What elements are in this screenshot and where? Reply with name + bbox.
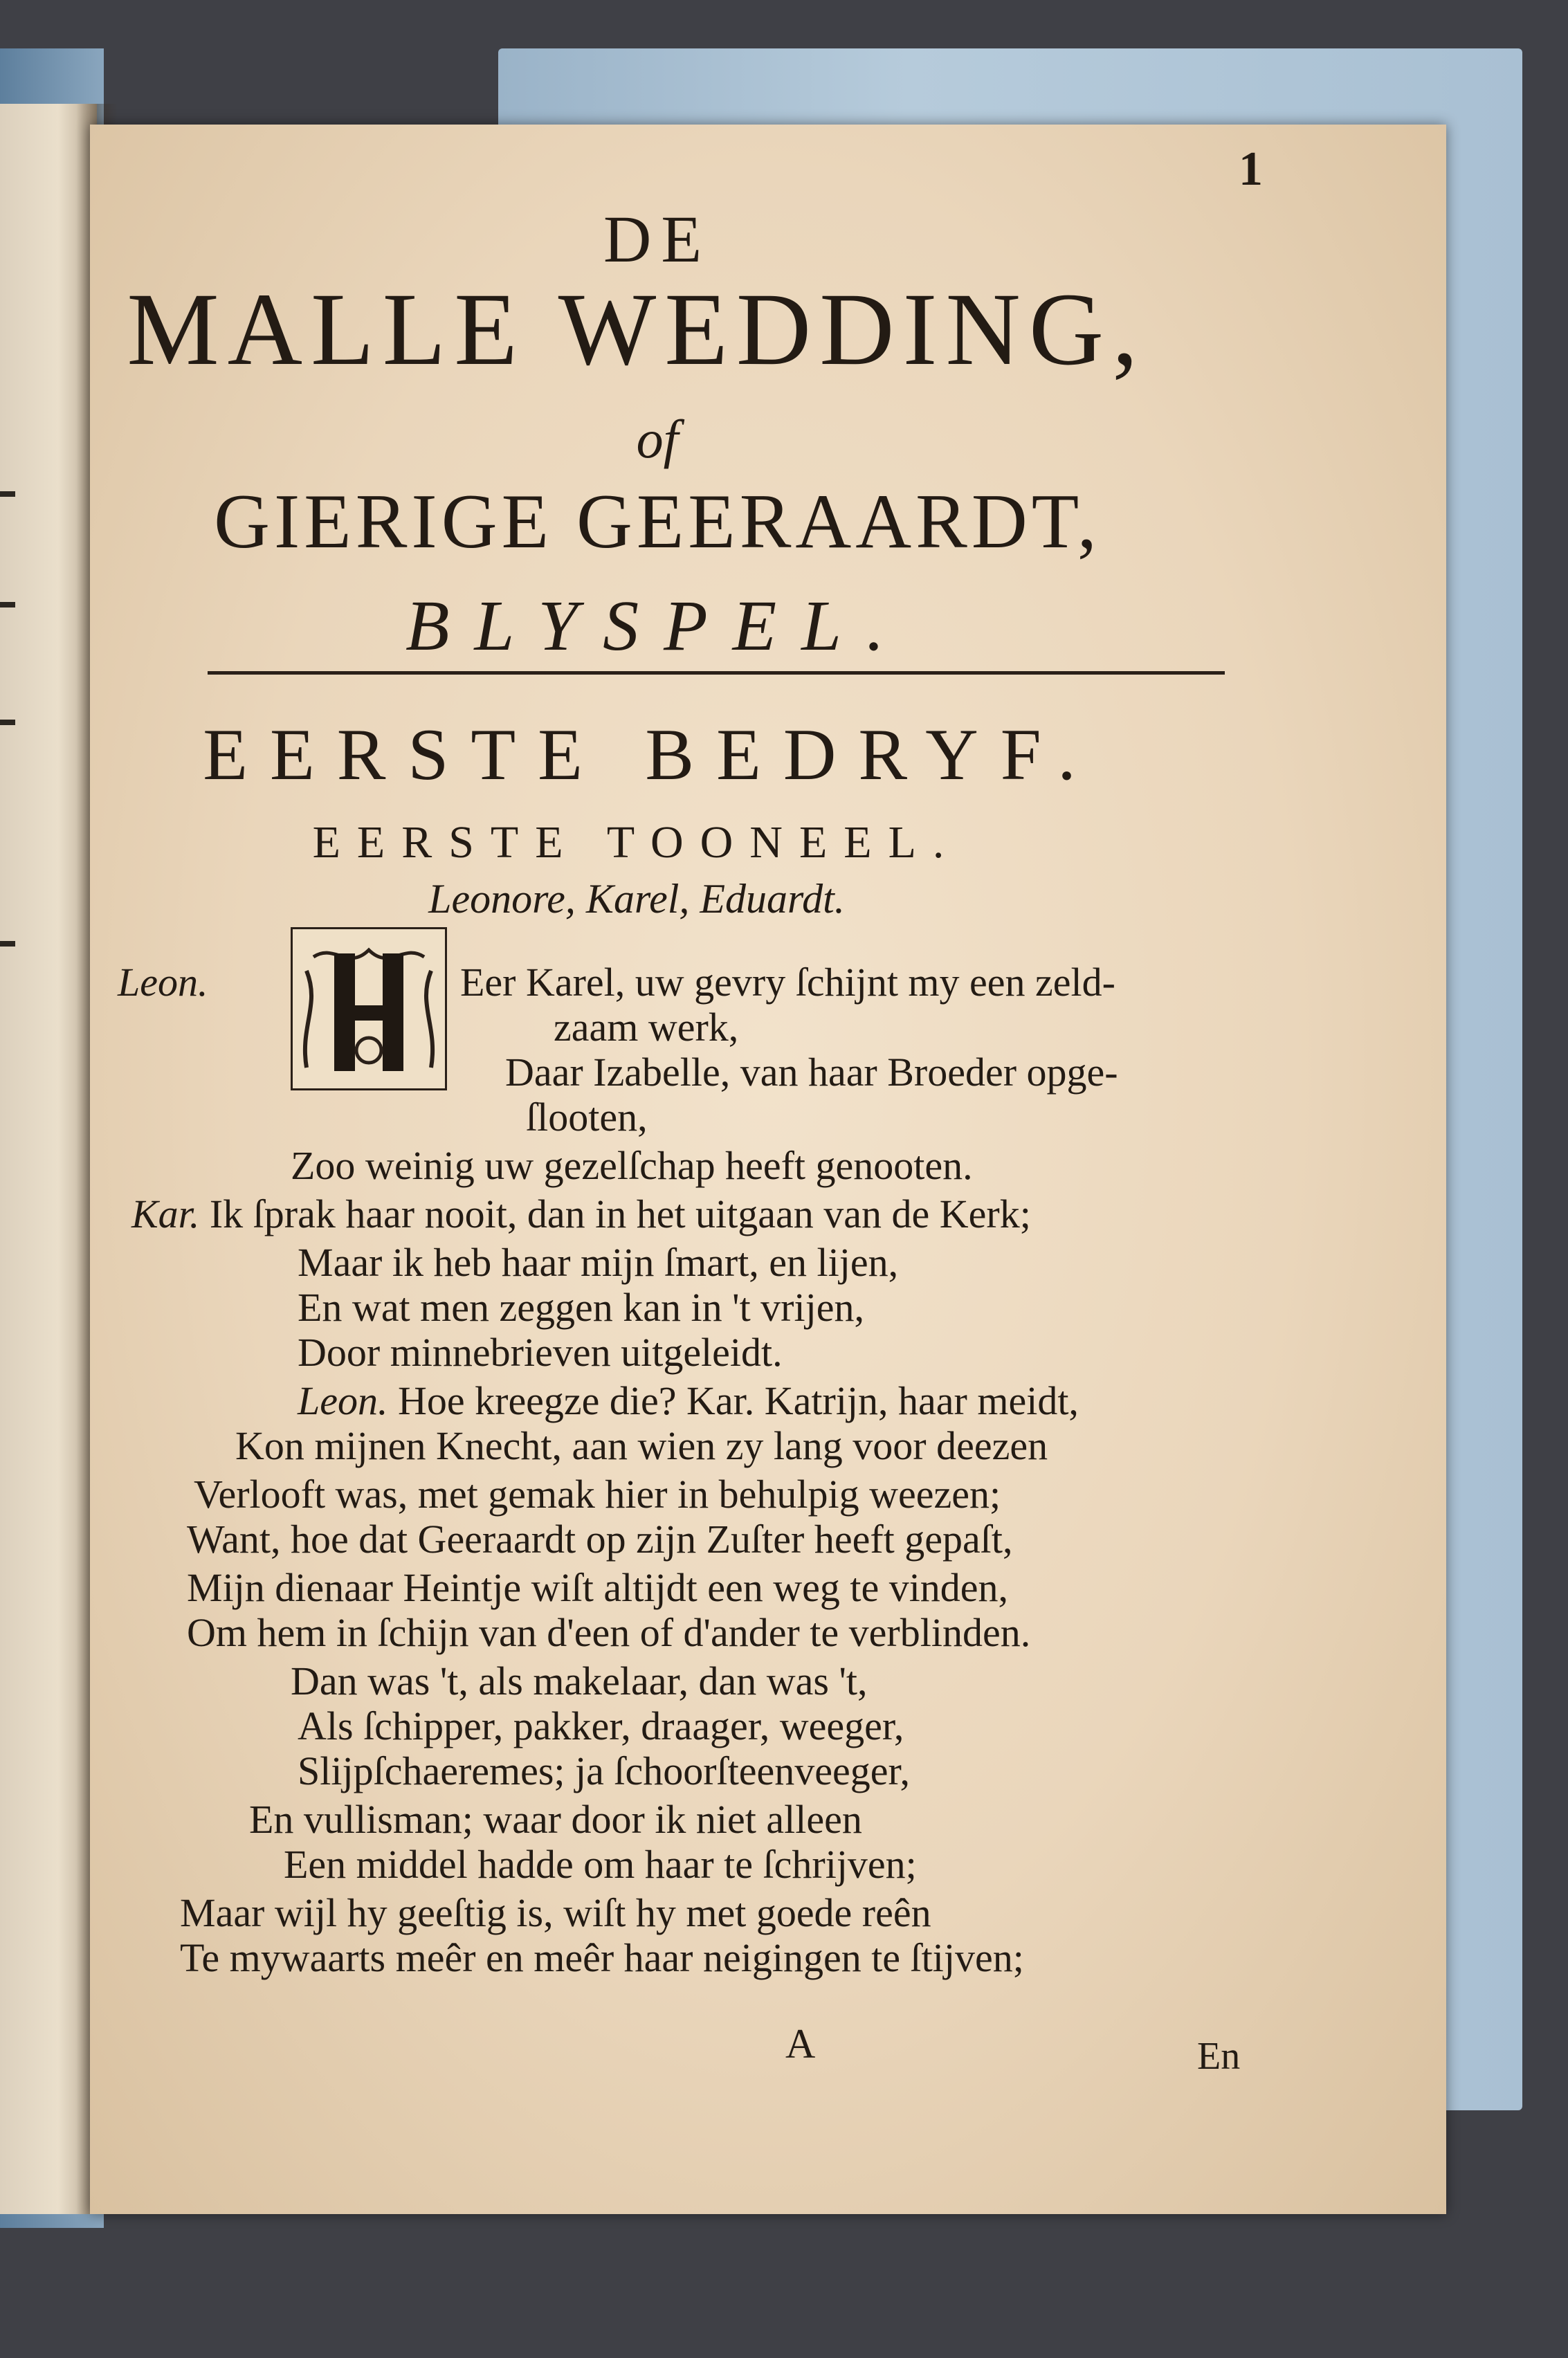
verse-line [298, 1377, 1079, 1425]
ink-mark [0, 941, 15, 947]
verse-text: Door minnebrieven uitgeleidt. [298, 1330, 783, 1375]
decorated-initial-h [291, 927, 447, 1090]
verse-line [235, 1422, 1048, 1470]
title-main: MALLE WEDDING, [127, 272, 1147, 387]
speaker-label: Leon. [298, 1378, 388, 1423]
verse-text: Slijpſchaeremes; ja ſchoorſteenveeger, [298, 1748, 911, 1793]
verse-text: zaam werk, [554, 1005, 739, 1050]
verse-line [131, 1190, 1031, 1239]
title-subtitle: GIERIGE GEERAARDT, [214, 479, 1101, 565]
book-page [90, 125, 1446, 2214]
verse-line [187, 1609, 1030, 1657]
verse-text: Om hem in ſchijn van d'een of d'ander te verblinden. [187, 1610, 1031, 1655]
verse-text: Als ſchipper, pakker, draager, weeger, [298, 1703, 904, 1748]
title-article: DE [603, 202, 711, 276]
verse-text: Zoo weinig uw gezelſchap heeft genooten. [291, 1143, 973, 1188]
verse-line [291, 1657, 868, 1706]
verse-text: Eer Karel, uw gevry ſchijnt my een zeld- [460, 960, 1115, 1005]
cast-list: Leonore, Karel, Eduardt. [428, 876, 845, 922]
verse-line [298, 1283, 864, 1332]
verse-text: Mijn dienaar Heintje wiſt altijdt een weg te vinden, [187, 1565, 1009, 1610]
verse-line [291, 1142, 973, 1190]
title-rule [208, 671, 1225, 675]
verse-text: Want, hoe dat Geeraardt op zijn Zuſter heeft gepaſt, [187, 1517, 1013, 1562]
verse-text: Een middel hadde om haar te ſchrijven; [284, 1842, 917, 1887]
verse-line [298, 1747, 910, 1795]
ink-mark [0, 491, 15, 497]
verse-text: En wat men zeggen kan in 't vrijen, [298, 1285, 864, 1330]
act-heading: EERSTE BEDRYF. [203, 714, 1098, 795]
verse-line [284, 1840, 917, 1889]
verse-text: Dan was 't, als makelaar, dan was 't, [291, 1658, 868, 1703]
speaker-label: Leon. [118, 960, 208, 1005]
verse-line [180, 1934, 1024, 1982]
verse-line [298, 1239, 898, 1287]
verse-line [526, 1093, 648, 1142]
verse-line [187, 1515, 1012, 1564]
verse-text: Te mywaarts meêr en meêr haar neigingen te ſtijven; [180, 1935, 1024, 1980]
ink-mark [0, 720, 15, 725]
verse-line [298, 1328, 783, 1377]
verse-line [118, 958, 1115, 1007]
genre-label: BLYSPEL. [405, 586, 910, 666]
verse-text: Daar Izabelle, van haar Broeder opge- [505, 1050, 1118, 1095]
catchword: En [1197, 2035, 1241, 2078]
verse-text: Ik ſprak haar nooit, dan in het uitgaan van de Kerk; [209, 1191, 1031, 1236]
verse-line [249, 1795, 862, 1844]
signature-mark: A [785, 2021, 816, 2067]
initial-h-ornament [293, 929, 445, 1088]
title-conjunction: of [636, 409, 679, 469]
scene-heading: EERSTE TOONEEL. [312, 817, 961, 868]
verse-text: Verlooft was, met gemak hier in behulpig weezen; [194, 1472, 1001, 1517]
verse-line [187, 1564, 1008, 1612]
verse-text: ſlooten, [526, 1095, 648, 1140]
verse-text: Kon mijnen Knecht, aan wien zy lang voor deezen [235, 1423, 1048, 1468]
page-number: 1 [1239, 143, 1263, 196]
verse-line [505, 1048, 1118, 1097]
verse-line [554, 1003, 738, 1052]
speaker-label: Kar. [131, 1191, 200, 1236]
verse-text: Hoe kreegze die? Kar. Katrijn, haar meidt, [398, 1378, 1079, 1423]
verse-text: Maar ik heb haar mijn ſmart, en lijen, [298, 1240, 899, 1285]
verse-text: En vullisman; waar door ik niet alleen [249, 1797, 862, 1842]
verse-text: Maar wijl hy geeſtig is, wiſt hy met goede reên [180, 1890, 931, 1935]
ink-mark [0, 602, 15, 607]
verse-line [194, 1470, 1001, 1519]
verse-line [298, 1702, 904, 1751]
verse-line [180, 1889, 931, 1937]
